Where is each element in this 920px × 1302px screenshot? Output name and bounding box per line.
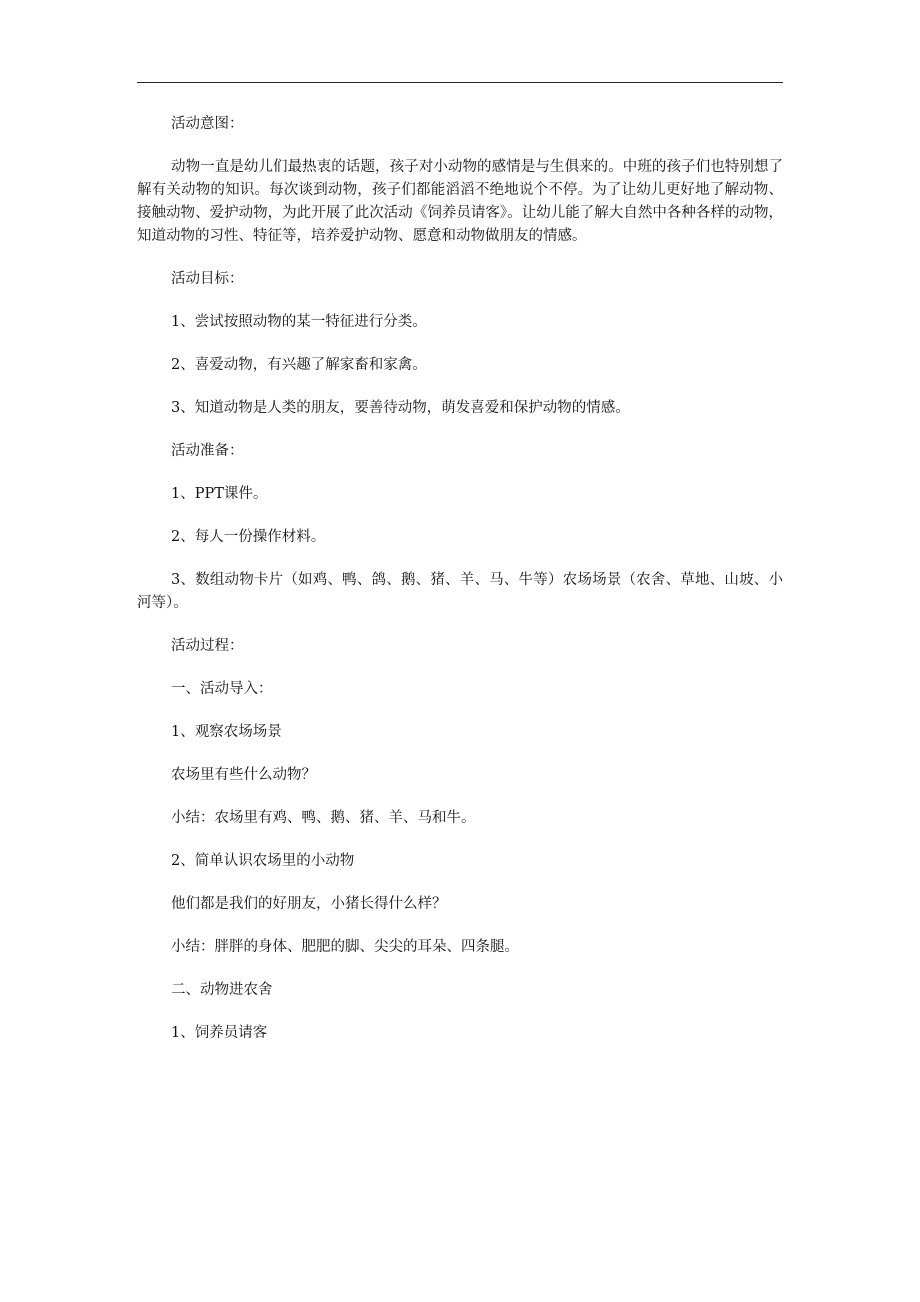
document-body <box>137 113 783 1065</box>
goal-item-1: 1、尝试按照动物的某一特征进行分类。 <box>171 314 427 330</box>
process-section-2: 二、动物进农舍 <box>171 982 273 998</box>
goal-item-2: 2、喜爱动物，有兴趣了解家畜和家禽。 <box>171 357 427 373</box>
paragraph-activity-intent: 动物一直是幼儿们最热衷的话题，孩子对小动物的感情是与生俱来的。中班的孩子们也特别想了解有关动物的知识。每次谈到动物，孩子们都能滔滔不绝地说个不停。为了让幼儿更好地了解动物、接触动物、爱护动物，为此开展了此次活动《饲养员请客》。让幼儿能了解大自然中各种各样的动物，知道动物的习性、特征等，培养爱护动物、愿意和动物做朋友的情感。 <box>137 159 783 244</box>
goal-item-3: 3、知道动物是人类的朋友，要善待动物，萌发喜爱和保护动物的情感。 <box>171 400 630 416</box>
process-summary-1: 小结：农场里有鸡、鸭、鹅、猪、羊、马和牛。 <box>171 810 476 826</box>
heading-activity-intent: 活动意图： <box>171 116 244 132</box>
preparation-item-1: 1、PPT课件。 <box>171 486 268 502</box>
header-rule <box>137 82 783 83</box>
process-section-1: 一、活动导入： <box>171 681 273 697</box>
process-step-1-2: 2、简单认识农场里的小动物 <box>171 853 355 869</box>
process-question-1: 农场里有些什么动物？ <box>171 767 316 783</box>
process-question-2: 他们都是我们的好朋友，小猪长得什么样？ <box>171 896 447 912</box>
preparation-item-3: 3、数组动物卡片（如鸡、鸭、鸽、鹅、猪、羊、马、牛等）农场场景（农舍、草地、山坡、小河等）。 <box>137 572 783 611</box>
process-summary-2: 小结：胖胖的身体、肥肥的脚、尖尖的耳朵、四条腿。 <box>171 939 519 955</box>
heading-activity-process: 活动过程： <box>171 638 244 654</box>
process-step-1-1: 1、观察农场场景 <box>171 724 282 740</box>
preparation-item-2: 2、每人一份操作材料。 <box>171 529 326 545</box>
process-step-2-1: 1、饲养员请客 <box>171 1025 268 1041</box>
heading-activity-goals: 活动目标： <box>171 271 244 287</box>
heading-activity-preparation: 活动准备： <box>171 443 244 459</box>
